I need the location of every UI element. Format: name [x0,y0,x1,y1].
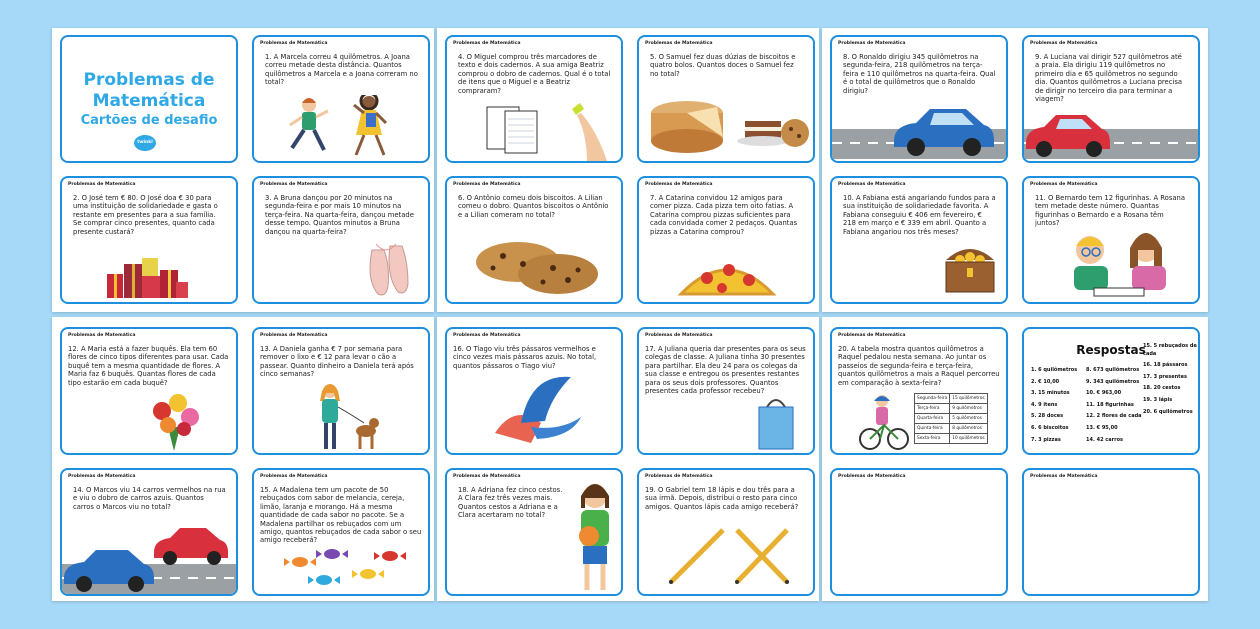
problem-text: 18. A Adriana fez cinco cestos. A Clara fez três vezes mais. Quantos cestos a Adriana e a Clara acertaram no total? [458,486,563,520]
answer-item: 16. 18 pássaros [1143,362,1188,369]
answer-item: 10. € 963,00 [1086,390,1122,397]
problem-text: 2. O José tem € 80. O José doa € 30 para uma instituição de solidariedade e gasta o restante em presentes para a sua família. Se comprar cinco presentes, quanto cada presente custará? [73,194,218,236]
problem-text: 13. A Daniela ganha € 7 por semana para remover o lixo e € 12 para levar o cão a passear. Quanto dinheiro a Daniela terá após cinco semanas? [260,345,414,379]
card-header: Problemas de Matemática [645,333,713,338]
table-row [915,394,988,404]
table-row [915,434,988,444]
gift-bag-illustration [755,395,797,451]
worksheet-page-6 [822,317,1208,601]
answer-item: 4. 9 itens [1031,401,1058,408]
worksheet-page-3 [822,28,1208,312]
problem-card-5 [637,35,815,163]
day-cell: Quarta-feira [915,414,950,424]
pizza-slice-illustration [677,248,777,300]
problem-card-9 [1022,35,1200,163]
problem-card-7 [637,176,815,304]
answers-title: Respostas [1076,343,1146,357]
answer-item: 6. 6 biscoitos [1031,424,1069,431]
answer-item: 13. € 95,00 [1086,424,1118,431]
card-header: Problemas de Matemática [260,474,328,479]
answer-item: 5. 28 doces [1031,413,1064,420]
problem-text: 19. O Gabriel tem 18 lápis e dou três para a sua irmã. Depois, distribui o resto para cinco amigos. Quantos lápis cada amigo receberá? [645,486,799,511]
problem-text: 8. O Ronaldo dirigiu 345 quilômetros na segunda-feira, 218 quilômetros na terça-feira e 110 quilômetros na quarta-feira. Qual é o total de quilômetros que o Ronaldo dirigiu? [843,53,996,95]
worksheet-page-4 [52,317,434,601]
distance-table [914,393,988,444]
problem-card-4 [445,35,623,163]
day-cell: Segunda-feira [915,394,950,404]
answer-item: 14. 42 carros [1086,436,1123,443]
distance-cell: 5 quilômetros [950,414,987,424]
girl-basketball-illustration [569,478,621,594]
card-header: Problemas de Matemática [68,474,136,479]
card-header: Problemas de Matemática [453,182,521,187]
card-header: Problemas de Matemática [260,182,328,187]
answer-item: 17. 3 presentes [1143,373,1187,380]
empty-card-left [830,468,1008,596]
title-line-1: Problemas de Matemática [83,70,215,111]
problem-card-2 [60,176,238,304]
problem-card-6 [445,176,623,304]
card-header: Problemas de Matemática [68,333,136,338]
problem-card-16 [445,327,623,455]
problem-text: 3. A Bruna dançou por 20 minutos na segunda-feira e por mais 10 minutos na terça-feira. Na quarta-feira, dançou metade desse tempo. Quantos minutos a Bruna dançou na quarta-feira? [265,194,414,236]
treasure-chest-illustration [940,238,1000,298]
answer-item: 9. 343 quilômetros [1086,378,1140,385]
worksheet-page-2 [437,28,819,312]
problem-card-12 [60,327,238,455]
card-header: Problemas de Matemática [1030,182,1098,187]
problem-card-14 [60,468,238,596]
card-header: Problemas de Matemática [453,333,521,338]
problem-card-20 [830,327,1008,455]
answer-item: 8. 673 quilômetros [1086,367,1140,373]
problem-card-10 [830,176,1008,304]
answer-item: 1. 6 quilômetros [1031,367,1078,373]
problem-text: 1. A Marcela correu 4 quilômetros. A Joana correu metade desta distância. Quantos quilômetros a Marcela e a Joana correram no total? [265,53,418,87]
girl-cycling-illustration [858,393,910,451]
answer-item: 3. 15 minutos [1031,390,1070,397]
card-header: Problemas de Matemática [260,41,328,46]
birds-illustration [491,373,587,451]
children-reading-illustration [1054,226,1184,302]
cakes-cookies-illustration [645,91,813,159]
problem-card-17 [637,327,815,455]
card-header: Problemas de Matemática [838,182,906,187]
card-header: Problemas de Matemática [838,41,906,46]
card-header: Problemas de Matemática [68,182,136,187]
worksheet-page-1 [52,28,434,312]
answers-column-1 [1031,365,1077,446]
day-cell: Sexta-feira [915,434,950,444]
empty-card-right [1022,468,1200,596]
problem-text: 20. A tabela mostra quantos quilômetros a Raquel pedalou nesta semana. Ao juntar os passeios de segunda-feira e terça-feira, quantos quilômetros a mais a Raquel percorreu em comparação à sexta-feira? [838,345,1000,387]
problem-card-18 [445,468,623,596]
card-header: Problemas de Matemática [645,474,713,479]
problem-text: 4. O Miguel comprou três marcadores de texto e dois cadernos. A sua amiga Beatriz comprou o dobro de cadernos. Qual é o total de itens que o Miguel e a Beatriz compraram? [458,53,611,95]
distance-cell: 15 quilômetros [950,394,987,404]
problem-text: 10. A Fabiana está angariando fundos para a sua instituição de solidariedade favorita. A Fabiana conseguiu € 406 em fevereiro, € 218 em março e € 339 em abril. Quanto a Fabiana angariou nos três meses? [843,194,996,236]
answer-item: 7. 3 pizzas [1031,436,1061,443]
problem-text: 7. A Catarina convidou 12 amigos para comer pizza. Cada pizza tem oito fatias. A Catarina comprou pizzas suficientes para cada convidada comer 2 pedaços. Quantas pizzas a Catarina comprou? [650,194,798,236]
answer-item: 18. 20 cestos [1143,385,1181,392]
card-header: Problemas de Matemática [1030,41,1098,46]
candies-illustration [280,546,410,592]
answers-card [1022,327,1200,455]
answer-item: cada [1143,350,1157,357]
problem-card-3 [252,176,430,304]
cars-illustration [62,524,238,594]
red-car-illustration [1024,105,1114,157]
answers-column-3 [1143,341,1197,418]
girl-walking-dog-illustration [310,381,380,453]
pencils-illustration [667,524,797,590]
card-header: Problemas de Matemática [260,333,328,338]
table-row [915,414,988,424]
ballet-shoes-illustration [364,240,414,300]
card-header: Problemas de Matemática [838,333,906,338]
problem-text: 17. A Juliana queria dar presentes para os seus colegas de classe. A Juliana tinha 30 presentes para partilhar. Ela deu 24 para os colegas da sua classe e entregou os presentes restantes para os seus dois professores. Quantos presentes cada professor recebeu? [645,345,806,396]
blue-car-illustration [888,101,998,157]
problem-card-8 [830,35,1008,163]
answer-item: 19. 3 lápis [1143,396,1173,403]
card-header: Problemas de Matemática [453,41,521,46]
answers-column-2 [1086,365,1142,446]
notebooks-highlighter-illustration [477,101,607,161]
day-cell: Quinta-feira [915,424,950,434]
answer-item: 11. 18 figurinhas [1086,401,1134,408]
problem-text: 15. A Madalena tem um pacote de 50 rebuçados com sabor de melancia, cereja, limão, laranja e morango. Há a mesma quantidade de cada sabor no pacote. Se a Madalena partilhar os rebuçados com um amigo, quantos rebuçados de cada sabor o seu amigo receberá? [260,486,422,545]
distance-cell: 10 quilômetros [950,434,987,444]
gift-boxes-illustration [102,256,192,301]
problem-card-1 [252,35,430,163]
table-row [915,404,988,414]
card-header: Problemas de Matemática [453,474,521,479]
running-girls-illustration [284,95,404,161]
problem-text: 6. O Antônio comeu dois biscoitos. A Lilian comeu o dobro. Quantos biscoitos o Antônio e a Lilian comeram no total? [458,194,609,219]
problem-text: 14. O Marcos viu 14 carros vermelhos na rua e viu o dobro de carros azuis. Quantos carros o Marcos viu no total? [73,486,226,511]
problem-text: 9. A Luciana vai dirigir 527 quilômetros até a praia. Ela dirigiu 119 quilômetros no primeiro dia e 65 quilômetros no segundo dia. Quantos quilômetros a Luciana precisa de dirigir no terceiro dia para terminar a viagem? [1035,53,1183,104]
problem-card-19 [637,468,815,596]
twinkl-logo: twinkl [134,135,156,151]
flower-bouquet-illustration [144,391,204,451]
distance-cell: 9 quilômetros [950,404,987,414]
answer-item: 2. € 10,00 [1031,378,1060,385]
problem-text: 12. A Maria está a fazer buquês. Ela tem 60 flores de cinco tipos diferentes para usar. Cada buquê tem a mesma quantidade de flores. A Maria faz 6 buquês. Quantas flores de cada tipo estarão em cada buquê? [68,345,229,387]
problem-text: 11. O Bernardo tem 12 figurinhas. A Rosana tem metade deste número. Quantas figurinhas o Bernardo e a Rosana têm juntos? [1035,194,1186,228]
distance-cell: 8 quilômetros [950,424,987,434]
card-header: Problemas de Matemática [838,474,906,479]
card-header: Problemas de Matemática [645,182,713,187]
worksheet-page-5 [437,317,819,601]
answer-item: 15. 5 rebuçados de [1143,343,1197,349]
title-card [60,35,238,163]
problem-card-13 [252,327,430,455]
problem-card-15 [252,468,430,596]
answer-item: 20. 6 quilômetros [1143,408,1193,415]
cookies-illustration [473,236,603,302]
answer-item: 12. 2 flores de cada [1086,413,1142,420]
card-header: Problemas de Matemática [645,41,713,46]
problem-text: 16. O Tiago viu três pássaros vermelhos e cinco vezes mais pássaros azuis. No total, quantos pássaros o Tiago viu? [453,345,597,370]
card-header: Problemas de Matemática [1030,474,1098,479]
table-row [915,424,988,434]
title-subtitle: Cartões de desafio [80,113,218,128]
problem-text: 5. O Samuel fez duas dúzias de biscoitos e quatro bolos. Quantos doces o Samuel fez no total? [650,53,796,78]
problem-card-11 [1022,176,1200,304]
day-cell: Terça-feira [915,404,950,414]
